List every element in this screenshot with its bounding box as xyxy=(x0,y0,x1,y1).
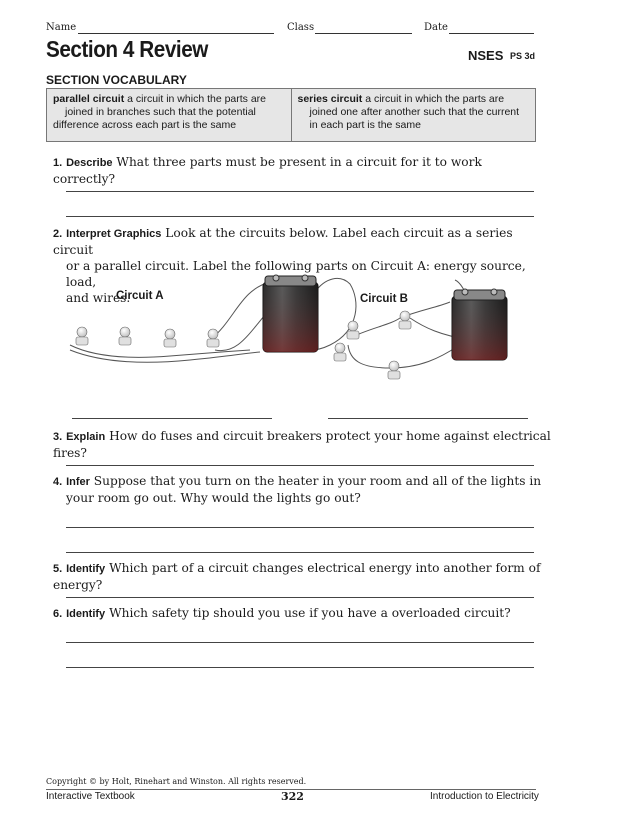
question-verb: Explain xyxy=(66,431,106,443)
question-1 xyxy=(53,154,543,187)
page-number: 322 xyxy=(281,790,304,803)
answer-line-6b[interactable] xyxy=(66,667,534,668)
question-text: Which safety tip should you use if you have a overloaded circuit? xyxy=(109,606,511,620)
wire xyxy=(350,302,450,338)
answer-line-3[interactable] xyxy=(66,465,534,466)
circuit-a-label: Circuit A xyxy=(116,290,164,302)
class-field[interactable] xyxy=(315,33,412,34)
bulb xyxy=(207,329,219,347)
question-number: 1. xyxy=(53,157,63,169)
bulb xyxy=(119,327,131,345)
circuit-a-battery xyxy=(263,275,318,352)
question-text: Look at the circuits below. Label each circuit as a series circuit xyxy=(53,226,513,257)
answer-line-4b[interactable] xyxy=(66,552,534,553)
question-text: How do fuses and circuit breakers protect your home against electrical fires? xyxy=(53,429,551,460)
vocab-series-circuit xyxy=(292,89,536,141)
wire xyxy=(70,345,250,357)
question-number: 2. xyxy=(53,228,63,240)
vocabulary-heading: SECTION VOCABULARY xyxy=(46,73,187,87)
footer-chapter-title: Introduction to Electricity xyxy=(430,791,539,802)
vocab-term: parallel circuit xyxy=(53,93,125,105)
vocab-parallel-circuit xyxy=(47,89,292,141)
vocab-definition: joined in branches such that the potential xyxy=(65,106,256,118)
copyright: Copyright © by Holt, Rinehart and Winston. All rights reserved. xyxy=(46,777,307,786)
question-verb: Interpret Graphics xyxy=(66,228,162,240)
wire xyxy=(348,345,458,368)
circuit-b-label: Circuit B xyxy=(360,293,408,305)
question-3 xyxy=(53,428,573,461)
class-label: Class xyxy=(287,22,315,33)
footer-book-title: Interactive Textbook xyxy=(46,791,135,802)
name-field[interactable] xyxy=(78,33,274,34)
question-number: 3. xyxy=(53,431,63,443)
circuit-a-answer-line[interactable] xyxy=(72,418,272,419)
date-field[interactable] xyxy=(449,33,534,34)
circuit-a-bulbs xyxy=(76,327,219,347)
question-verb: Identify xyxy=(66,608,106,620)
bulb xyxy=(334,343,346,361)
wire xyxy=(210,282,270,340)
answer-line-1b[interactable] xyxy=(66,216,534,217)
bulb xyxy=(388,361,400,379)
vocab-definition: difference across each part is the same xyxy=(53,119,237,131)
page-title: Section 4 Review xyxy=(46,36,208,62)
question-text: or a parallel circuit. Label the following parts on Circuit A: energy source, load, xyxy=(66,259,526,289)
vocabulary-box xyxy=(46,88,536,142)
answer-line-4a[interactable] xyxy=(66,527,534,528)
nses-label: NSES xyxy=(468,48,504,63)
vocab-definition: a circuit in which the parts are xyxy=(365,93,505,105)
question-verb: Describe xyxy=(66,157,113,169)
circuit-b-bulbs xyxy=(334,311,411,379)
standard-code: PS 3d xyxy=(510,51,536,61)
question-verb: Infer xyxy=(66,476,90,488)
vocab-definition: a circuit in which the parts are xyxy=(127,93,267,105)
circuit-b-battery xyxy=(452,289,507,360)
name-label: Name xyxy=(46,22,77,33)
vocab-definition: in each part is the same xyxy=(309,119,421,131)
date-label: Date xyxy=(424,22,448,33)
circuits-figure xyxy=(60,270,560,395)
question-text: Which part of a circuit changes electrical energy into another form of energy? xyxy=(53,561,541,592)
vocab-term: series circuit xyxy=(297,93,363,105)
bulb xyxy=(76,327,88,345)
question-4 xyxy=(53,473,543,506)
question-text: What three parts must be present in a circuit for it to work correctly? xyxy=(53,155,482,186)
vocab-definition: joined one after another such that the current xyxy=(309,106,520,118)
question-5 xyxy=(53,560,573,593)
circuit-b-answer-line[interactable] xyxy=(328,418,528,419)
question-6 xyxy=(53,605,543,622)
question-number: 4. xyxy=(53,476,63,488)
bulb xyxy=(399,311,411,329)
answer-line-6a[interactable] xyxy=(66,642,534,643)
question-number: 6. xyxy=(53,608,63,620)
question-number: 5. xyxy=(53,563,63,575)
answer-line-5[interactable] xyxy=(66,597,534,598)
question-text: and wires. xyxy=(66,291,131,305)
bulb xyxy=(164,329,176,347)
answer-line-1a[interactable] xyxy=(66,191,534,192)
question-text: Suppose that you turn on the heater in your room and all of the lights in xyxy=(93,474,542,488)
question-text: your room go out. Why would the lights go out? xyxy=(66,491,361,505)
question-verb: Identify xyxy=(66,563,106,575)
